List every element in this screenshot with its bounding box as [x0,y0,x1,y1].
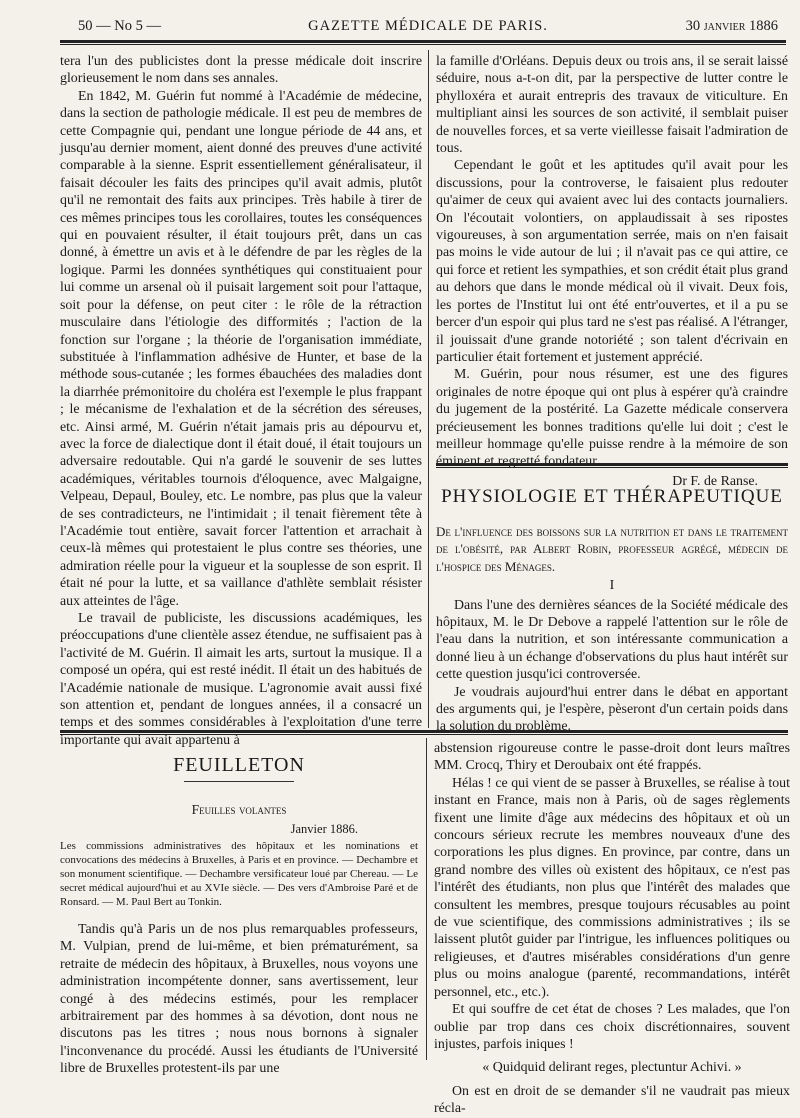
feuilleton-subtitle: Feuilles volantes [191,802,287,817]
paragraph: Et qui souffre de cet état de choses ? Les malades, que l'on oublie par trop dans ces choix discrétionnaires, souvent injustes, parfois iniques ! [434,1002,790,1052]
paragraph: Cependant le goût et les aptitudes qu'il avait pour les discussions, pour la controverse, le faisaient plus redouter qu'aimer de ceux qui avaient avec lui des contacts journaliers. On l'écoutait volontiers, on applaudissait à ses ripostes vigoureuses, à son argumentation serrée, mais on n'en faisait pas moins le vide autour de lui ; il n'avait pas ce qui attire, ce qui force et retient les sympathies, et son crédit était plus grand au dehors que dans le monde médical où il vivait. Deux fois, les portes de l'Institut lui ont été entr'ouvertes, et il a pu se bercer d'un espoir qui plus tard ne s'est pas réalisé. A l'étranger, il jouissait d'une grande notoriété ; son talent d'écrivain en particulier était fortement et justement apprécié. [436,158,788,365]
roman-numeral: I [609,578,615,594]
paragraph: tera l'un des publicistes dont la presse médicale doit inscrire glorieusement le nom dans ses annales. [60,54,422,87]
page-header [78,14,778,36]
paragraph: abstension rigoureuse contre le passe-droit dont leurs maîtres MM. Crocq, Thiry et Deroubaix ont été frappés. [434,741,790,774]
paragraph: Je voudrais aujourd'hui entrer dans le débat en apportant des arguments qui, je l'espère, pèseront d'un certain poids dans la solution du problème. [436,684,788,735]
left-column [60,53,422,749]
right-column [436,53,788,490]
feuilleton-title: FEUILLETON [173,754,305,776]
paragraph: Tandis qu'à Paris un de nos plus remarquables professeurs, M. Vulpian, prend de lui-même, et bien prématurément, sa retraite de médecin des hôpitaux, à Bruxelles, nous voyons une administration incompétente donner, sans avertissement, leur congé à des médecins estimés, pour les remplacer arbitrairement par des hommes à sa dévotion, dont nous ne discutons pas les titres ; nous nous bornons à signaler l'inconvenance du procédé. Aussi les étudiants de l'Université libre de Bruxelles protestent-ils par une [60,922,418,1077]
column-divider [428,50,429,728]
signature: Dr F. de Ranse. [672,473,758,489]
paragraph: Dans l'une des dernières séances de la Société médicale des hôpitaux, M. le Dr Debove a rappelé l'attention sur le rôle de l'eau dans la nutrition, et son intéressante communication a donné lieu à un échange d'observations du plus haut intérêt sur cette question jusqu'ici controversée. [436,597,788,683]
feuilleton-divider [426,738,427,1060]
feuilleton-date: Janvier 1886. [290,822,358,836]
section-title: PHYSIOLOGIE ET THÉRAPEUTIQUE [441,486,783,507]
issue-date [686,18,778,35]
feuilleton-summary: Les commissions administratives des hôpitaux et les nominations et convocations des médecins à Bruxelles, à Paris et en province. — Dechambre et son monument scientifique. — Dechambre versificateur loué par Chereau. — Le secret médical aujourd'hui et au XVIe siècle. — Des vers d'Ambroise Paré et de Ronsard. — M. Paul Bert au Tonkin. [60,840,418,908]
feuilleton-title-rule [184,781,294,782]
issue-month: janvier [703,18,746,34]
feuilleton-rule-thick [60,730,788,733]
paragraph: En 1842, M. Guérin fut nommé à l'Académie de médecine, dans la section de pathologie médicale. Il est peu de membres de cette Compagnie qui, pendant une longue période de 44 ans, et jusqu'au dernier moment, aient donné des preuves d'une activité comparable à la sienne. Esprit essentiellement généralisateur, il faisait découler les faits des principes qu'il avait admis, plutôt qu'il ne remontait des faits aux principes. Très habile à tirer de ces mêmes principes tous les corollaires, toutes les conséquences qui en pouvaient résulter, il était toujours prêt, dans un cas donné, à émettre un avis et à le défendre de par les règles de la logique. Parmi les données synthétiques qui constituaient pour lui comme un arsenal où il puisait largement soit pour l'attaque, soit pour la défense, on peut citer : le rôle de la rétraction musculaire dans l'étiologie des difformités ; l'action de la fonction sur l'organe ; la théorie de l'organisation immédiate, substituée à l'inflammation adhésive de Hunter, et base de la méthode sous-cutanée ; les formes ébauchées des maladies dont la diarrhée prémonitoire du choléra est l'exemple le plus frappant ; le mécanisme de l'exhalation et de la sécrétion des séreuses, etc. Ainsi armé, M. Guérin n'était jamais pris au dépourvu et, avec la force de dialectique dont il était doué, il était toujours un adversaire redoutable. Qui n'a gardé le souvenir de ses luttes académiques, véritables tournois d'éloquence, avec Malgaigne, Velpeau, Depaul, Bouley, etc. Le nombre, pas plus que la valeur de ses contradicteurs, ne l'intimidait ; il tenait fièrement tête à l'Académie tout entière, savait forcer l'attention et arrachait à ceux-là mêmes qui protestaient le plus contre ses théories, une admiration réelle pour la vigueur et la souplesse de son esprit. Il était né pour la lutte, et sa vaillance d'athlète semblait résister aux atteintes de l'âge. [60,88,422,609]
paragraph: M. Guérin, pour nous résumer, est une des figures originales de notre époque qui ont plus à espérer qu'à craindre du jugement de la postérité. La Gazette médicale conservera précieusement les bonnes traditions qu'elle lui doit ; c'est le meilleur hommage qu'elle puisse rendre à la mémoire de son éminent et regretté fondateur. [436,367,788,470]
feuilleton-rule-thin [60,734,788,735]
issue-day: 30 [685,18,701,34]
page-number: 50 — No 5 — [78,18,161,34]
paragraph: Hélas ! ce qui vient de se passer à Bruxelles, se réalise à tout instant en France, mais non à Paris, où de sages règlements fixent une limite d'âge aux médecins des hôpitaux et où un concours sérieux recrute les membres nouveaux d'une des corporations les plus dignes. En province, par contre, dans un grand nombre des villes où existent des hôpitaux, ce n'est pas l'intérêt des étudiants, non plus que l'intérêt des malades que consultent les membres, presque toujours récusables au point de vue scientifique, des commissions administratives ; ils se laissent plutôt guider par l'intrigue, les influences politiques ou religieuses, et d'autres misérables considérations d'un genre plus ou moins analogue (parenté, recommandations, intérêt personnel, etc., etc.). [434,775,790,1000]
feuilleton-right [434,740,790,1118]
section-rule-thick [436,463,788,466]
latin-quote: « Quidquid delirant reges, plectuntur Achivi. » [482,1060,742,1076]
issue-year: 1886 [749,18,778,34]
journal-title: GAZETTE MÉDICALE DE PARIS. [308,18,548,34]
section-rule-thin [436,467,788,468]
feuilleton-body [60,921,418,1078]
physiologie-article [436,523,788,736]
paragraph: la famille d'Orléans. Depuis deux ou trois ans, il se serait laissé séduire, nous a-t-on dit, par la perspective de lutter contre le phylloxéra et aurait entrepris des travaux de viticulture. En multipliant ainsi les sources de son activité, il semblait puiser de nouvelles forces, et sa verte vieillesse faisait l'admiration de tous. [436,54,788,157]
header-rule-thick [60,40,786,43]
article-subtitle: De l'influence des boissons sur la nutrition et dans le traitement de l'obésité, par Albert Robin, professeur agrégé, médecin de l'hospice des Ménages. [436,524,788,574]
paragraph: On est en droit de se demander s'il ne vaudrait pas mieux récla- [434,1083,790,1117]
header-rule-thin [60,44,786,45]
feuilleton-left [60,740,418,1078]
paragraph: Le travail de publiciste, les discussions académiques, les préoccupations d'une clientèle assez étendue, ne suffisaient pas à l'activité de M. Guérin. Il aimait les arts, surtout la musique. Il a composé un opéra, qui est resté inédit. Il était un des habitués de l'Académie nationale de musique. L'agronomie avait aussi fixé son attention et, pendant de longues années, il a consacré un temps et des sommes considérables à l'exploitation d'une terre importante qui avait appartenu à [60,611,422,748]
